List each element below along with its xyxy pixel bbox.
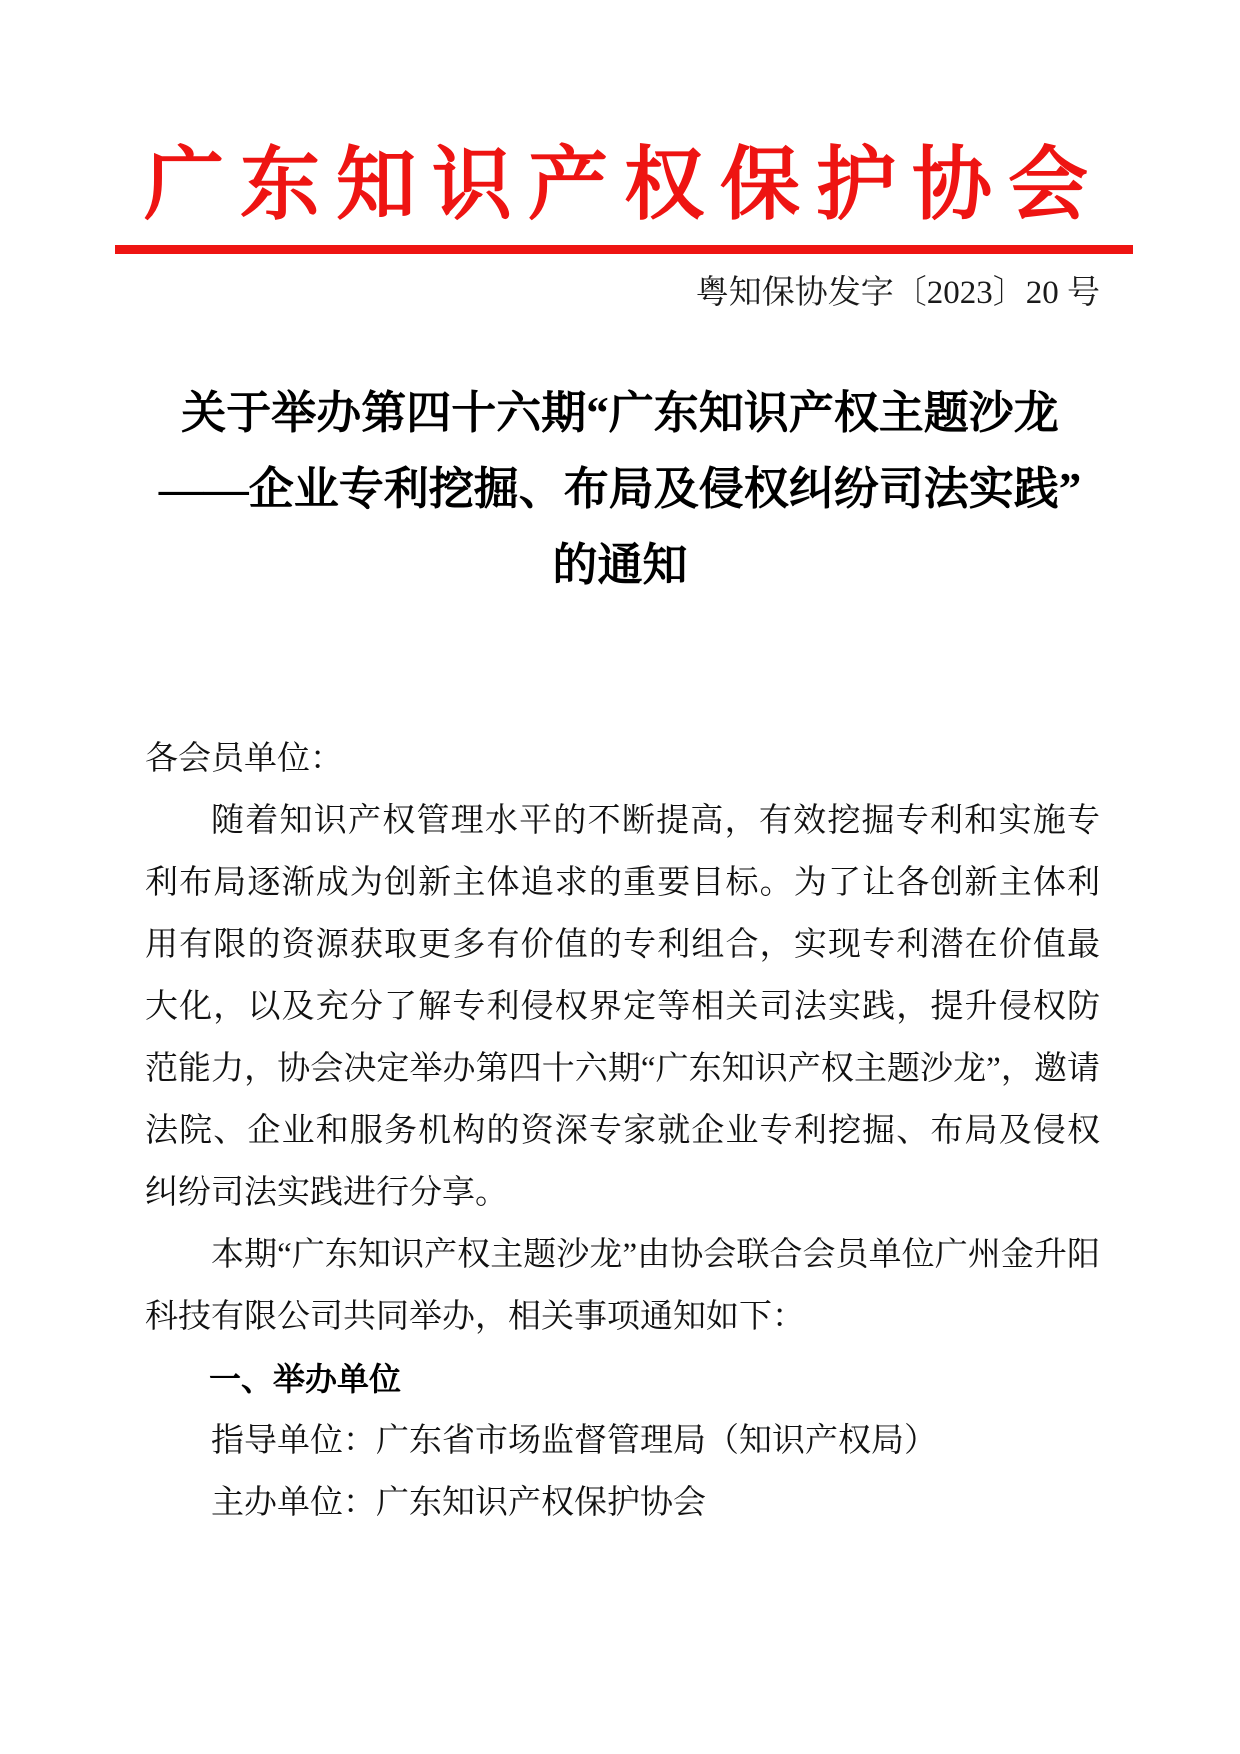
section-heading-organizers: 一、举办单位 — [209, 1360, 402, 1397]
body-paragraph-2: 本期“广东知识产权主题沙龙”由协会联合会员单位广州金升阳科技有限公司共同举办，相关事项通知如下： — [145, 1236, 1100, 1335]
letterhead-title: 广东知识产权保护协会 — [144, 142, 1104, 230]
notice-title — [80, 375, 1160, 603]
body-paragraph-1: 随着知识产权管理水平的不断提高，有效挖掘专利和实施专利布局逐渐成为创新主体追求的重要目标。为了让各创新主体利用有限的资源获取更多有价值的专利组合，实现专利潜在价值最大化，以及充分了解专利侵权界定等相关司法实践，提升侵权防范能力，协会决定举办第四十六期“广东知识产权主题沙龙”，邀请法院、企业和服务机构的资深专家就企业专利挖掘、布局及侵权纠纷司法实践进行分享。 — [145, 802, 1100, 1211]
red-double-rule — [115, 245, 1133, 254]
notice-title-line-3: 的通知 — [552, 539, 688, 590]
salutation: 各会员单位： — [145, 740, 343, 777]
guidance-unit-line: 指导单位：广东省市场监督管理局（知识产权局） — [211, 1422, 937, 1459]
doc-number: 粤知保协发字〔2023〕20 号 — [695, 275, 1100, 311]
notice-title-line-1: 关于举办第四十六期“广东知识产权主题沙龙 — [181, 387, 1059, 438]
host-unit-line: 主办单位：广东知识产权保护协会 — [211, 1484, 706, 1521]
notice-body — [145, 728, 1100, 1534]
notice-title-line-2: ——企业专利挖掘、布局及侵权纠纷司法实践” — [158, 463, 1082, 514]
